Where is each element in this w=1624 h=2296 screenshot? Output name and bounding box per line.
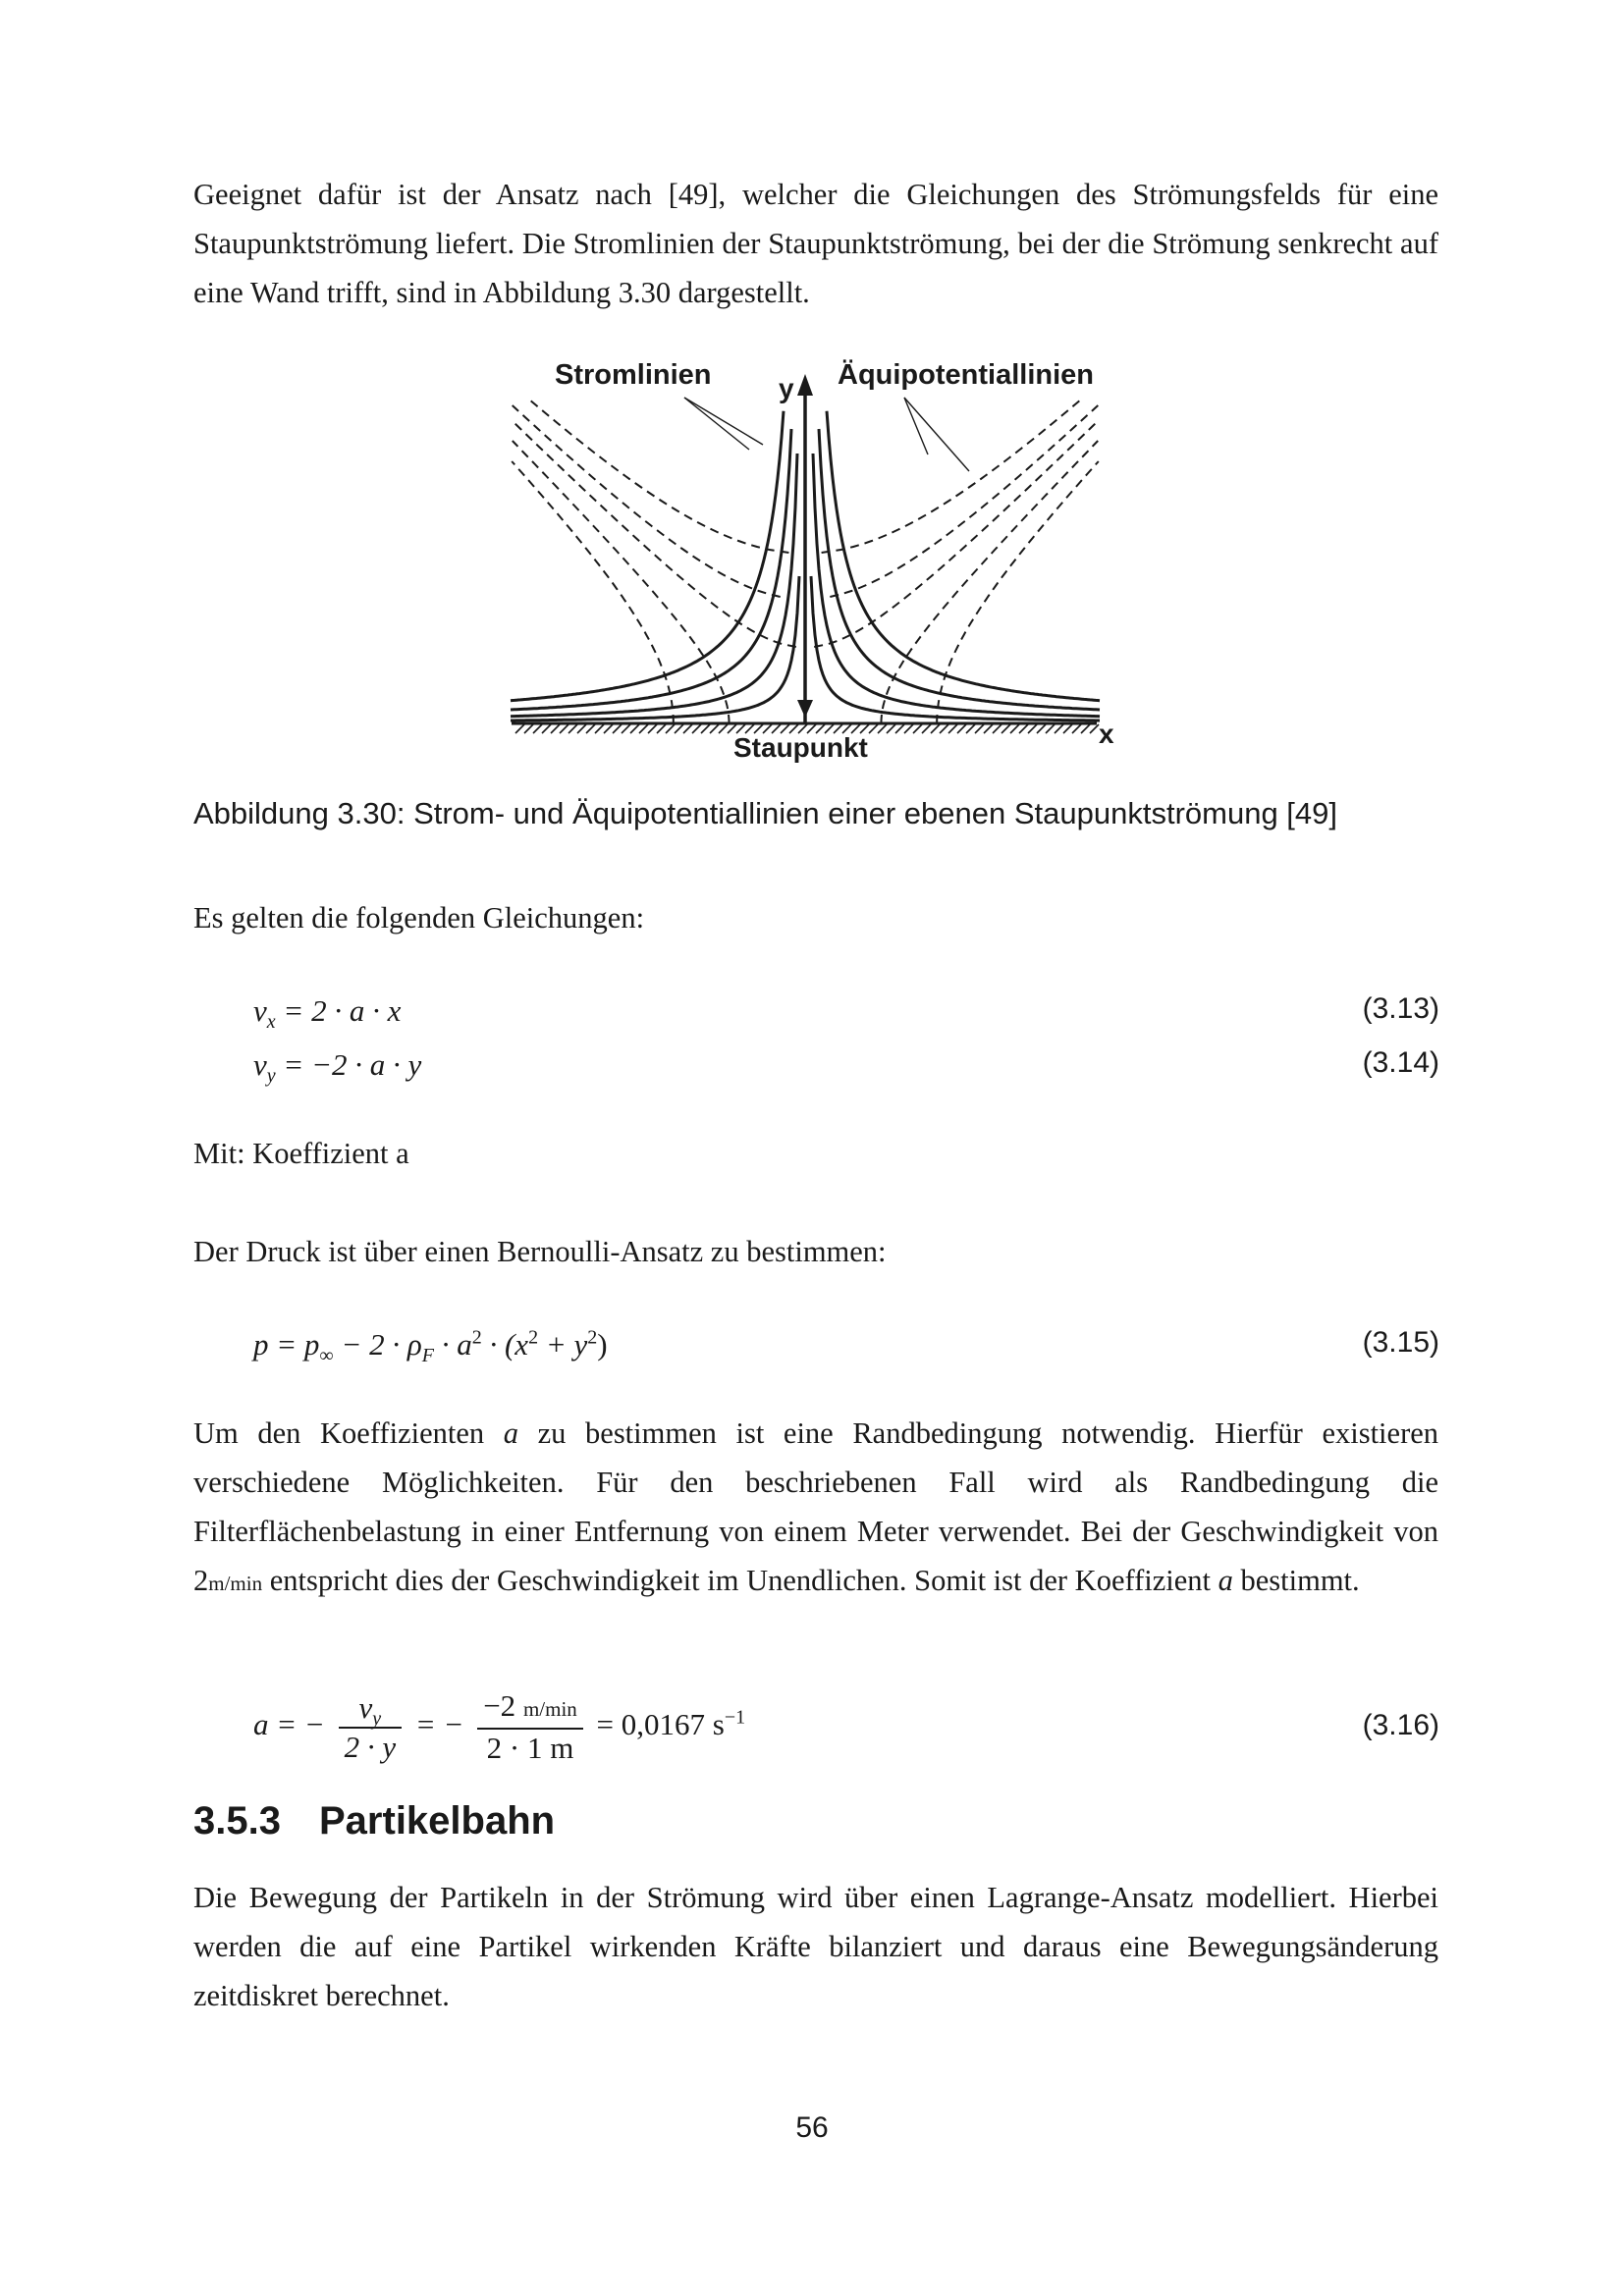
equation-number-3-14: (3.14) xyxy=(1362,1046,1439,1079)
wall-hatch xyxy=(719,724,728,733)
streamline xyxy=(511,429,791,710)
streamline xyxy=(511,576,799,721)
wall-hatch xyxy=(904,724,913,733)
wall-hatch xyxy=(1055,724,1063,733)
wall-hatch xyxy=(568,724,577,733)
wall-hatch xyxy=(1072,724,1081,733)
equation-number-3-13: (3.13) xyxy=(1362,992,1439,1025)
equation-3-16: a = − $\frac{v_y}{2 \cdot y}$ = − $\frac{-2 m/\min}{2 \cdot 1 m}$ = 0,0167 $s^{-1}$ xyxy=(253,1688,746,1766)
label-y: y xyxy=(779,373,794,403)
wall-hatch xyxy=(595,724,604,733)
wall-hatch xyxy=(1046,724,1055,733)
wall-hatch xyxy=(957,724,966,733)
wall-hatch xyxy=(675,724,683,733)
wall-hatch xyxy=(683,724,692,733)
intro-paragraph: Geeignet dafür ist der Ansatz nach [49], welcher die Gleichungen des Strömungsfelds für eine Staupunktströmung liefert. Die Stromlinien der Staupunktströmung, bei der die Strömung senkrecht auf eine Wand trifft, sind in Abbildung 3.30 dargestellt. xyxy=(193,178,1438,309)
wall-hatch xyxy=(869,724,878,733)
page-number: 56 xyxy=(795,2111,829,2144)
fraction-value: $\frac{-2 m/\min}{2 \cdot 1 m}$ xyxy=(477,1687,583,1767)
fraction-velocity: $\frac{v_y}{2 \cdot y}$ xyxy=(339,1689,403,1766)
wall-hatch xyxy=(560,724,568,733)
wall-hatch xyxy=(1001,724,1010,733)
equations-intro: Es gelten die folgenden Gleichungen: xyxy=(193,901,645,934)
wall-hatch xyxy=(515,724,524,733)
wall-hatch xyxy=(648,724,657,733)
coefficient-paragraph: Um den Koeffizienten a zu bestimmen ist eine Randbedingung notwendig. Hierfür existieren verschiedene Möglichkeiten. Für den beschriebenen Fall wird als Randbedingung die Filterflächenbelastung in einer Entfernung von einem Meter verwendet. Bei der Geschwindigkeit von 2m/min entspricht dies der Geschwindigkeit im Unendlichen. Somit ist der Koeffizient a bestimmt. xyxy=(193,1416,1439,1597)
wall-hatch xyxy=(1063,724,1072,733)
wall-hatch xyxy=(1010,724,1019,733)
label-staupunkt: Staupunkt xyxy=(733,732,868,763)
wall-hatch xyxy=(577,724,586,733)
wall-hatch xyxy=(1019,724,1028,733)
wall-hatch xyxy=(604,724,613,733)
equipotential-line xyxy=(512,461,674,723)
wall-hatch xyxy=(630,724,639,733)
wall-hatch xyxy=(940,724,948,733)
equation-number-3-15: (3.15) xyxy=(1362,1326,1439,1359)
label-aequipotential: Äquipotentiallinien xyxy=(838,359,1094,391)
wall-hatch xyxy=(551,724,560,733)
wall-hatch xyxy=(1081,724,1090,733)
equipotential-line xyxy=(937,461,1099,723)
wall-hatch xyxy=(922,724,931,733)
wall-hatch xyxy=(692,724,701,733)
label-stromlinien: Stromlinien xyxy=(555,359,712,391)
section-heading: 3.5.3 Partikelbahn xyxy=(193,1799,556,1842)
wall-hatch xyxy=(887,724,895,733)
wall-hatch xyxy=(1037,724,1046,733)
wall-hatch xyxy=(533,724,542,733)
wall-hatch xyxy=(613,724,622,733)
wall-hatch xyxy=(975,724,984,733)
streamline xyxy=(813,454,1100,717)
wall-hatch xyxy=(993,724,1001,733)
wall-hatch xyxy=(639,724,648,733)
figure-caption: Abbildung 3.30: Strom- und Äquipotentiallinien einer ebenen Staupunktströmung [49] xyxy=(193,796,1338,830)
pressure-intro: Der Druck ist über einen Bernoulli-Ansatz zu bestimmen: xyxy=(193,1235,887,1268)
particle-paragraph: Die Bewegung der Partikeln in der Strömung wird über einen Lagrange-Ansatz modelliert. Hierbei werden die auf eine Partikel wirkenden Kräfte bilanziert und daraus eine Bewegungsänderung zeitdiskret berechnet. xyxy=(193,1881,1438,2012)
equipotential-line xyxy=(814,420,1099,647)
equipotential-line xyxy=(512,420,796,647)
wall-hatch xyxy=(966,724,975,733)
wall-hatch xyxy=(948,724,957,733)
label-x: x xyxy=(1099,719,1114,749)
equipotential-line xyxy=(830,405,1098,597)
wall-hatch xyxy=(1028,724,1037,733)
wall-hatch xyxy=(586,724,595,733)
wall-hatch xyxy=(542,724,551,733)
equation-3-14: $v_y = -2 \cdot a \cdot y$ xyxy=(253,1047,422,1088)
equipotential-line xyxy=(513,405,781,597)
streamline xyxy=(811,576,1100,721)
stagnation-flow-figure xyxy=(506,348,1119,771)
wall-hatch xyxy=(895,724,904,733)
wall-hatch xyxy=(701,724,710,733)
wall-hatch xyxy=(666,724,675,733)
equation-number-3-16: (3.16) xyxy=(1362,1709,1439,1741)
wall-hatch xyxy=(931,724,940,733)
wall-hatch xyxy=(1090,724,1099,733)
equipotential-line xyxy=(882,441,1099,723)
wall-hatch xyxy=(524,724,533,733)
wall-hatch xyxy=(710,724,719,733)
streamline xyxy=(819,429,1100,710)
wall-hatch xyxy=(878,724,887,733)
equation-3-15: $p = p_\infty - 2 \cdot \rho_F \cdot a^2 \cdot (x^2 + y^2)$ xyxy=(253,1326,608,1367)
wall-hatch xyxy=(657,724,666,733)
wall-hatch xyxy=(913,724,922,733)
wall-hatch xyxy=(984,724,993,733)
equation-3-13: $v_x = 2 \cdot a \cdot x$ xyxy=(253,993,402,1034)
wall-arrow xyxy=(797,700,813,718)
streamline xyxy=(511,454,797,717)
wall-hatch xyxy=(622,724,630,733)
equipotential-line xyxy=(513,441,730,723)
coefficient-note: Mit: Koeffizient a xyxy=(193,1137,409,1170)
y-axis-arrow xyxy=(797,374,813,396)
